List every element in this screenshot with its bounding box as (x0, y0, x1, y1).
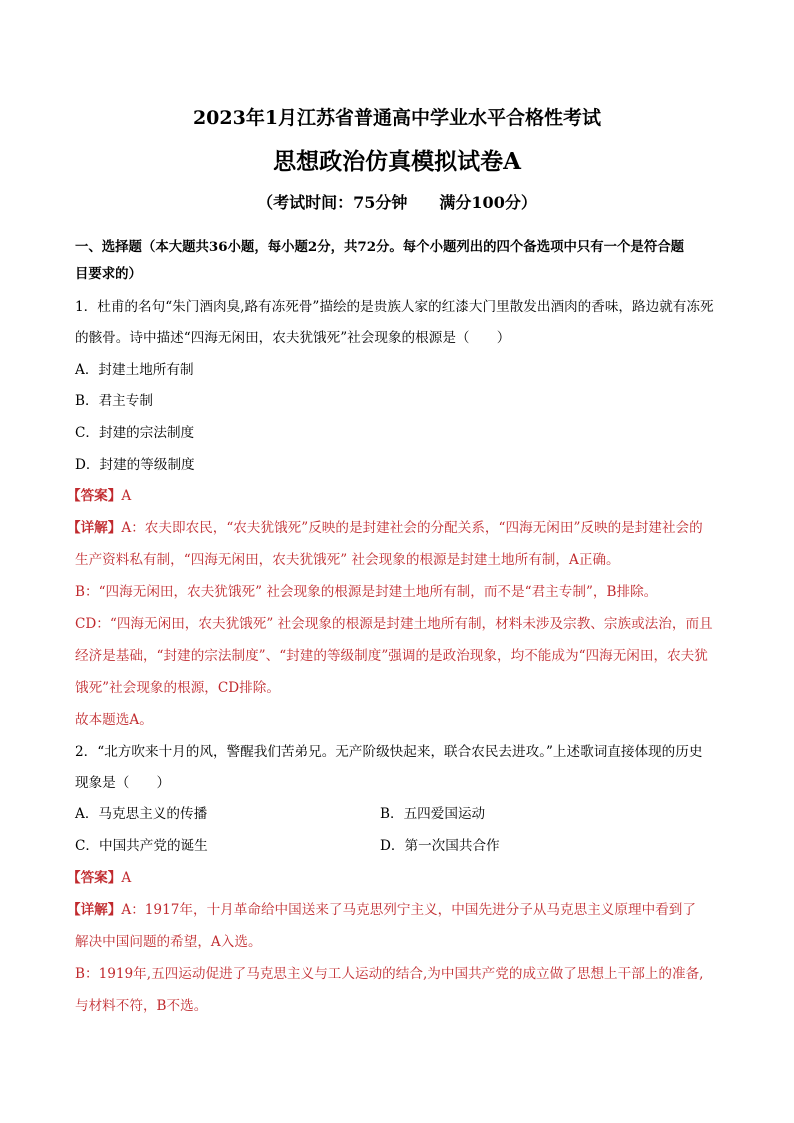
q1-option-a: A．封建土地所有制 (75, 362, 194, 378)
q1-detail-line3: B：“四海无闲田，农夫犹饿死” 社会现象的根源是封建土地所有制，而不是“君主专制”，B排除。 (75, 584, 658, 600)
q2-detail-line2: 解决中国问题的希望，A入选。 (75, 934, 262, 950)
q1-conclusion: 故本题选A。 (75, 712, 153, 728)
q1-option-b: B．君主专制 (75, 393, 153, 409)
paper-title: 思想政治仿真模拟试卷A (273, 148, 521, 175)
q2-detail-line1 (67, 898, 696, 918)
q1-detail-line1 (67, 516, 703, 536)
q1-stem-line2: 的骸骨。诗中描述“四海无闲田，农夫犹饿死”社会现象的根源是（ ） (75, 330, 511, 346)
q2-option-b: B．五四爱国运动 (380, 806, 486, 822)
detail-text: A：农夫即农民，“农夫犹饿死”反映的是封建社会的分配关系，“四海无闲田”反映的是封建社会的 (121, 520, 703, 536)
detail-tag: 【详解】 (67, 902, 122, 918)
section-heading-line1: 一、选择题（本大题共36小题，每小题2分，共72分。每个小题列出的四个备选项中只有一个是符合题 (75, 239, 684, 255)
q2-detail-line3: B：1919年,五四运动促进了马克思主义与工人运动的结合,为中国共产党的成立做了思想上干部上的准备, (75, 966, 704, 982)
detail-text: A：1917年，十月革命给中国送来了马克思列宁主义，中国先进分子从马克思主义原理中看到了 (121, 902, 696, 918)
q2-stem-line1: 2．“北方吹来十月的风，警醒我们苦弟兄。无产阶级快起来，联合农民去进攻。”上述歌词直接体现的历史 (75, 744, 703, 760)
q2-answer (67, 866, 131, 886)
q2-detail-line4: 与材料不符，B不选。 (75, 998, 208, 1014)
q2-option-d: D．第一次国共合作 (380, 838, 500, 854)
section-heading-line2: 目要求的） (75, 266, 142, 282)
q1-answer (67, 484, 131, 504)
q1-option-c: C．封建的宗法制度 (75, 425, 195, 441)
answer-value: A (121, 870, 132, 886)
q2-stem-line2: 现象是（ ） (75, 775, 171, 791)
answer-value: A (121, 488, 132, 504)
answer-tag: 【答案】 (67, 488, 122, 504)
q1-stem-line1: 1．杜甫的名句“朱门酒肉臭,路有冻死骨”描绘的是贵族人家的红漆大门里散发出酒肉的香味，路边就有冻死 (75, 299, 714, 315)
answer-tag: 【答案】 (67, 870, 122, 886)
q1-detail-line4: CD：“四海无闲田，农夫犹饿死” 社会现象的根源是封建土地所有制，材料未涉及宗教、宗族或法治，而且 (75, 616, 713, 632)
q1-option-d: D．封建的等级制度 (75, 457, 195, 473)
detail-tag: 【详解】 (67, 520, 122, 536)
q2-option-c: C．中国共产党的诞生 (75, 838, 208, 854)
exam-title: 2023年1月江苏省普通高中学业水平合格性考试 (192, 107, 602, 129)
q2-option-a: A．马克思主义的传播 (75, 806, 208, 822)
q1-detail-line2: 生产资料私有制，“四海无闲田，农夫犹饿死” 社会现象的根源是封建土地所有制，A正确。 (75, 552, 620, 568)
q1-detail-line5: 经济是基础，“封建的宗法制度”、“封建的等级制度”强调的是政治现象，均不能成为“四海无闲田，农夫犹 (75, 648, 708, 664)
exam-time-info: （考试时间：75分钟 满分100分） (257, 193, 537, 212)
q1-detail-line6: 饿死”社会现象的根源，CD排除。 (75, 680, 280, 696)
